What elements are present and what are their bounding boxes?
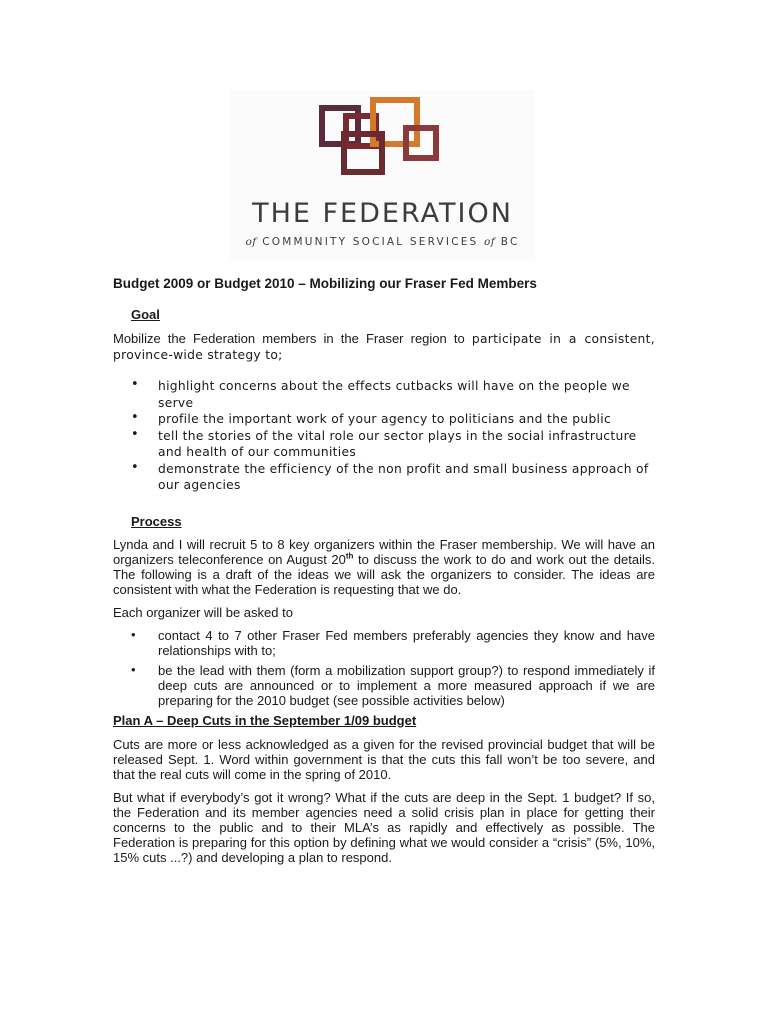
goal-heading: Goal [131,307,160,322]
list-item: • demonstrate the efficiency of the non profit and small business approach of our agencies [113,461,655,494]
logo-title: THE FEDERATION [252,198,513,229]
plan-a-paragraph-1: Cuts are more or less acknowledged as a given for the revised provincial budget that will be released Sept. 1. Word within government is that the cuts this fall won’t be too severe, and that the real cuts will come in the spring of 2010. [113,736,655,782]
plan-a-heading: Plan A – Deep Cuts in the September 1/09 budget [113,712,417,728]
list-item: • be the lead with them (form a mobilization support group?) to respond immediately if deep cuts are announced or to implement a more measured approach if we are preparing for the 2010 budget (see possible activities below) [113,663,655,708]
organizer-list [113,628,655,708]
list-item: • contact 4 to 7 other Fraser Fed members preferably agencies they know and have relationships with to; [113,628,655,658]
federation-logo-icon [318,94,448,179]
federation-logo [230,90,535,260]
process-intro: Each organizer will be asked to [113,604,293,620]
list-item: • highlight concerns about the effects cutbacks will have on the people we serve [113,378,655,411]
list-item: • tell the stories of the vital role our sector plays in the social infrastructure and health of our communities [113,428,655,461]
goal-list [113,378,655,494]
goal-intro: Mobilize the Federation members in the Fraser region to participate in a consistent, province-wide strategy to; [113,331,655,362]
list-item: • profile the important work of your agency to politicians and the public [113,411,655,428]
process-paragraph: Lynda and I will recruit 5 to 8 key organizers within the Fraser membership. We will have an organizers teleconference on August 20th to discuss the work to do and work out the details. The following is a draft of the ideas we will ask the organizers to consider. The ideas are consistent with what the Federation is requesting that we do. [113,536,655,597]
plan-a-paragraph-2: But what if everybody’s got it wrong? What if the cuts are deep in the Sept. 1 budget? If so, the Federation and its member agencies need a solid crisis plan in place for getting their concerns to the public and to their MLA’s as rapidly and effectively as possible. The Federation is preparing for this option by defining what we would consider a “crisis” (5%, 10%, 15% cuts ...?) and developing a plan to respond. [113,789,655,865]
logo-subtitle: of COMMUNITY SOCIAL SERVICES of BC [245,236,520,248]
process-heading: Process [131,513,182,529]
document-body [113,270,655,865]
document-title: Budget 2009 or Budget 2010 – Mobilizing our Fraser Fed Members [113,276,537,291]
